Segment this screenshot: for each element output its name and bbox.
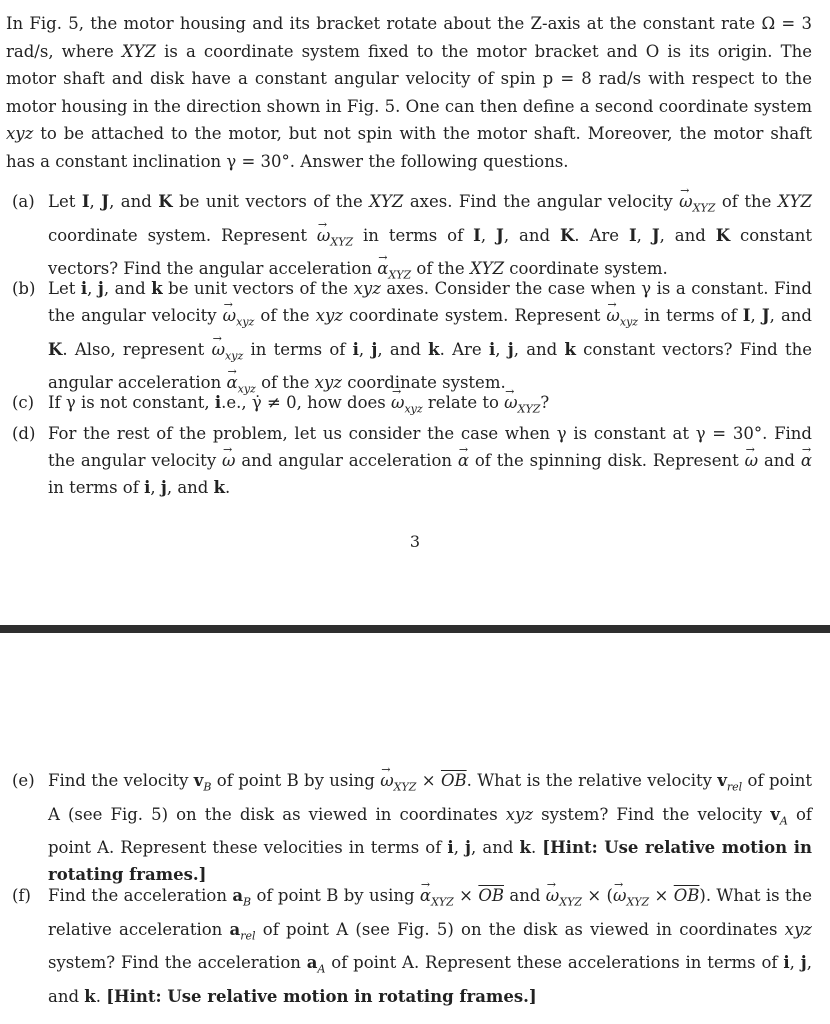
question-d [12, 420, 812, 502]
question-c [12, 389, 812, 423]
question-f-text: Find the acceleration $a_B$ of point B by $using \to \alpha_{XYZ} \times \overline{OB}$ and → $\omega_{XYZ}$ × (→ $\omega_{XYZ} \times \overline{OB}$). What is the relative acceleration $a_{rel}$ of point A (see Fig. 5) on the disk as viewed in coordinates xyz system? Find the acceleration $a_A$ of point A. Represent these accelerations in terms of i, j, and k. [Hint: Use relative motion in rotating frames.] [48, 882, 812, 1010]
question-e-label: (e) [12, 771, 35, 790]
question-e [12, 767, 812, 888]
question-b [12, 275, 812, 403]
question-e-text: Find the velocity $v_B$ of point B by $using \to \omega_{XYZ} \times \overline{OB}$. What is the relative velocity $v_{rel}$ of point A (see Fig. 5) on the disk as viewed in coordinates xyz system? Find the velocity $v_A$ of point A. Represent these velocities in terms of i, j, and k. [Hint: Use relative motion in rotating frames.] [48, 767, 812, 888]
intro-paragraph [6, 10, 812, 175]
question-d-text: For the rest of the problem, let us consider the case when γ is constant at γ = 30°. Find the angular velocity → ω and angular acceleration → α of the spinning disk. Represent → ω and → α in terms of i, j, and k. [48, 420, 812, 502]
page-number: 3 [409, 532, 421, 551]
question-f [12, 882, 812, 1010]
page-separator [0, 625, 830, 633]
question-f-label: (f) [12, 886, 31, 905]
question-b-text: Let i, j, and k be unit vectors of the xyz axes. Consider the case when γ is a constant. Find the angular velocity → $\omega_{xyz}$ of the xyz coordinate system. Represent → $\omega_{xyz}$ in terms of I, J, and K. Also, represent → $\omega_{xyz}$ in terms of i, j, and k. Are i, j, and k constant vectors? Find the angular acceleration → $\alpha_{xyz}$ of the xyz coordinate system. [48, 275, 812, 403]
intro-text: In Fig. 5, the motor housing and its bracket rotate about the Z-axis at the constant rate Ω = 3 rad/s, where XYZ is a coordinate system fixed to the motor bracket and O is its origin. The motor shaft and disk have a constant angular velocity of spin p = 8 rad/s with respect to the motor housing in the direction shown in Fig. 5. One can then define a second coordinate system xyz to be attached to the motor, but not spin with the motor shaft. Moreover, the motor shaft has a constant inclination γ = 30°. Answer the following questions. [6, 14, 812, 171]
question-a [12, 188, 812, 289]
question-c-label: (c) [12, 393, 35, 412]
question-d-label: (d) [12, 424, 36, 443]
question-a-text: Let I, J, and K be unit vectors of the XYZ axes. Find the angular velocity → $\omega_{XYZ}$ of the XYZ coordinate system. Represent → $\omega_{XYZ}$ in terms of I, J, and K. Are I, J, and K constant vectors? Find the angular acceleration → $\alpha_{XYZ}$ of the XYZ coordinate system. [48, 188, 812, 289]
question-c-text: If γ is not constant, i.e., γ̇ ≠ 0, how does → $\omega_{xyz}$ relate to → $\omega_{XYZ}$? [48, 389, 812, 423]
question-a-label: (a) [12, 192, 35, 211]
question-b-label: (b) [12, 279, 36, 298]
